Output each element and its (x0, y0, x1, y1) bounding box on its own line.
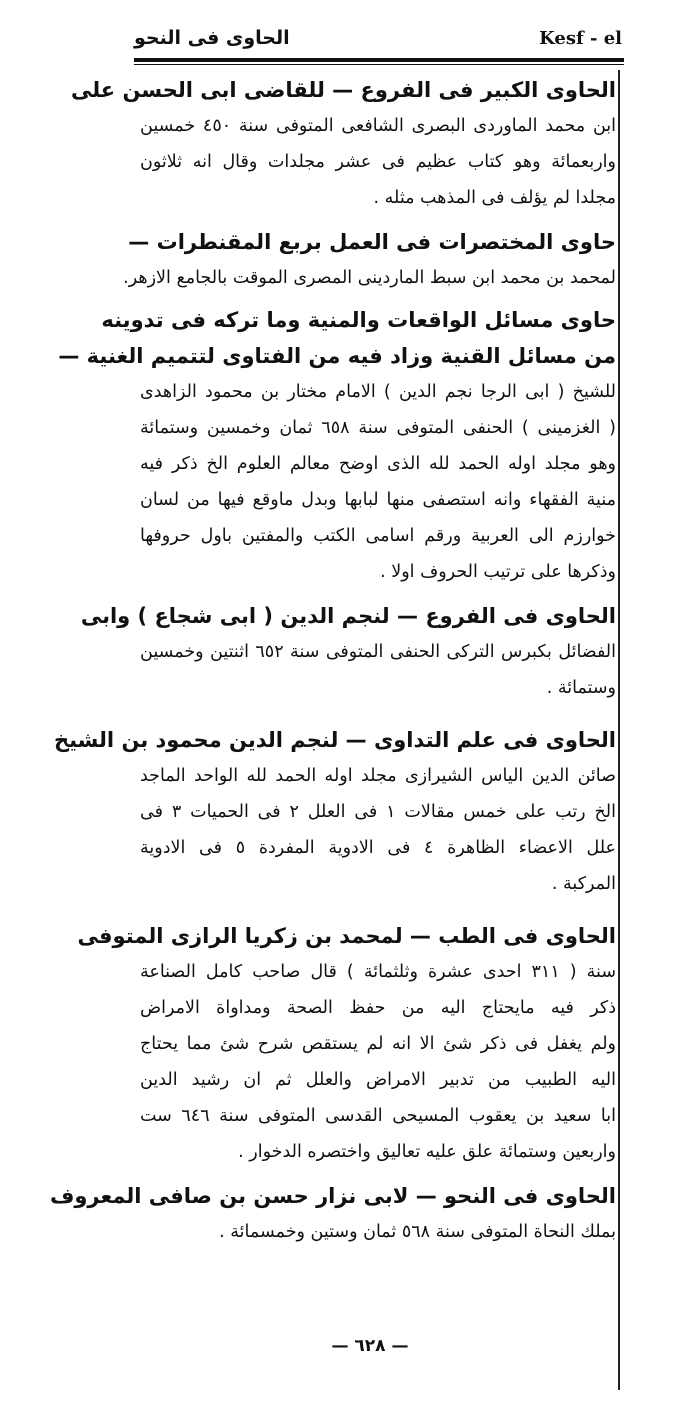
entry-line: خوارزم الى العربية ورقم اسامى الكتب والمفتين باول حروفها (140, 526, 616, 546)
entry-heading: الحاوى فى الطب — لمحمد بن زكريا الرازى المتوفى (77, 924, 616, 948)
page-number: — ٦٢٨ — (331, 1336, 409, 1356)
entry-line: لمحمد بن محمد ابن سبط الماردينى المصرى الموقت بالجامع الازهر. (123, 268, 616, 288)
entry-line: علل الاعضاء الظاهرة ٤ فى الادوية المفردة ٥ فى الادوية (140, 838, 617, 858)
entry-line: ذكر فيه مايحتاج اليه من حفظ الصحة ومداواة الامراض (140, 998, 616, 1018)
entry-line: وستمائة . (546, 678, 616, 698)
running-head-latin: Kesf - el (539, 27, 622, 49)
entry-line: سنة ( ٣١١ احدى عشرة وثلثمائة ) قال صاحب كامل الصناعة (140, 962, 617, 982)
entry-line: ابا سعيد بن يعقوب المسيحى القدسى المتوفى سنة ٦٤٦ ست (140, 1106, 616, 1126)
entry-line: ولم يغفل فى ذكر شئ الا انه لم يستقص شرح شئ مما يحتاج (140, 1034, 616, 1054)
entry-gap (140, 216, 616, 224)
entry-line: واربعمائة وهو كتاب عظيم فى عشر مجلدات وقال انه ثلاثون (140, 152, 616, 172)
entry-line: ( الغزمينى ) الحنفى المتوفى سنة ٦٥٨ ثمان وخمسين وستمائة (140, 418, 616, 438)
entry-line: مجلدا لم يؤلف فى المذهب مثله . (373, 188, 616, 208)
entry-line: صائن الدين الياس الشيرازى مجلد اوله الحمد لله الواحد الماجد (140, 766, 616, 786)
entry (58, 302, 616, 590)
entry (80, 598, 616, 706)
entry-line: الخ رتب على خمس مقالات ١ فى العلل ٢ فى الحميات ٣ فى (140, 802, 616, 822)
page-header (134, 18, 622, 58)
entry-heading: حاوى المختصرات فى العمل بربع المقنطرات — (128, 230, 616, 254)
entry-heading: الحاوى فى الفروع — لنجم الدين ( ابى شجاع ) وابى (80, 604, 616, 628)
entry-line: للشيخ ( ابى الرجا نجم الدين ) الامام مختار بن محمود الزاهدى (140, 382, 616, 402)
entry-line: ابن محمد الماوردى البصرى الشافعى المتوفى سنة ٤٥٠ خمسين (140, 116, 616, 136)
entry-line: من مسائل القنية وزاد فيه من الفتاوى لتتميم الغنية — (58, 344, 616, 368)
entry-line: واربعين وستمائة علق عليه تعاليق واختصره الدخوار . (238, 1142, 616, 1162)
entry-line: منية الفقهاء وانه استصفى منها لبابها وبدل ماوقع فيها من لسان (140, 490, 616, 510)
entry-line: المركبة . (551, 874, 616, 894)
entry (53, 722, 617, 902)
column-rule (618, 70, 620, 1390)
header-rule (134, 58, 624, 62)
entry-line: الفضائل بكبرس التركى الحنفى المتوفى سنة ٦٥٢ اثنتين وخمسين (140, 642, 616, 662)
entry-gap (140, 902, 616, 918)
entry (49, 1178, 616, 1250)
entry-line: بملك النحاة المتوفى سنة ٥٦٨ ثمان وستين وخمسمائة . (219, 1222, 616, 1242)
entry-line: وذكرها على ترتيب الحروف اولا . (380, 562, 616, 582)
entry (77, 918, 617, 1170)
entry-line: اليه الطبيب من تدبير الامراض والعلل ثم ان رشيد الدين (140, 1070, 616, 1090)
entry-gap (140, 1170, 616, 1178)
entry-line: وهو مجلد اوله الحمد لله الذى اوضح معالم العلوم الخ ذكر فيه (140, 454, 616, 474)
entry-heading: الحاوى فى النحو — لابى نزار حسن بن صافى المعروف (49, 1184, 616, 1208)
running-head-arabic: الحاوى فى النحو (134, 27, 290, 49)
header-rule-thin (134, 64, 624, 65)
text-column (49, 72, 617, 1250)
entry (70, 72, 616, 216)
entry-heading: الحاوى فى علم التداوى — لنجم الدين محمود بن الشيخ (53, 728, 616, 752)
entry-gap (140, 590, 616, 598)
entry-gap (140, 706, 616, 722)
entry-heading: حاوى مسائل الواقعات والمنية وما تركه فى تدوينه (101, 308, 616, 332)
entry (123, 224, 616, 296)
entry-heading: الحاوى الكبير فى الفروع — للقاضى ابى الحسن على (70, 78, 616, 102)
